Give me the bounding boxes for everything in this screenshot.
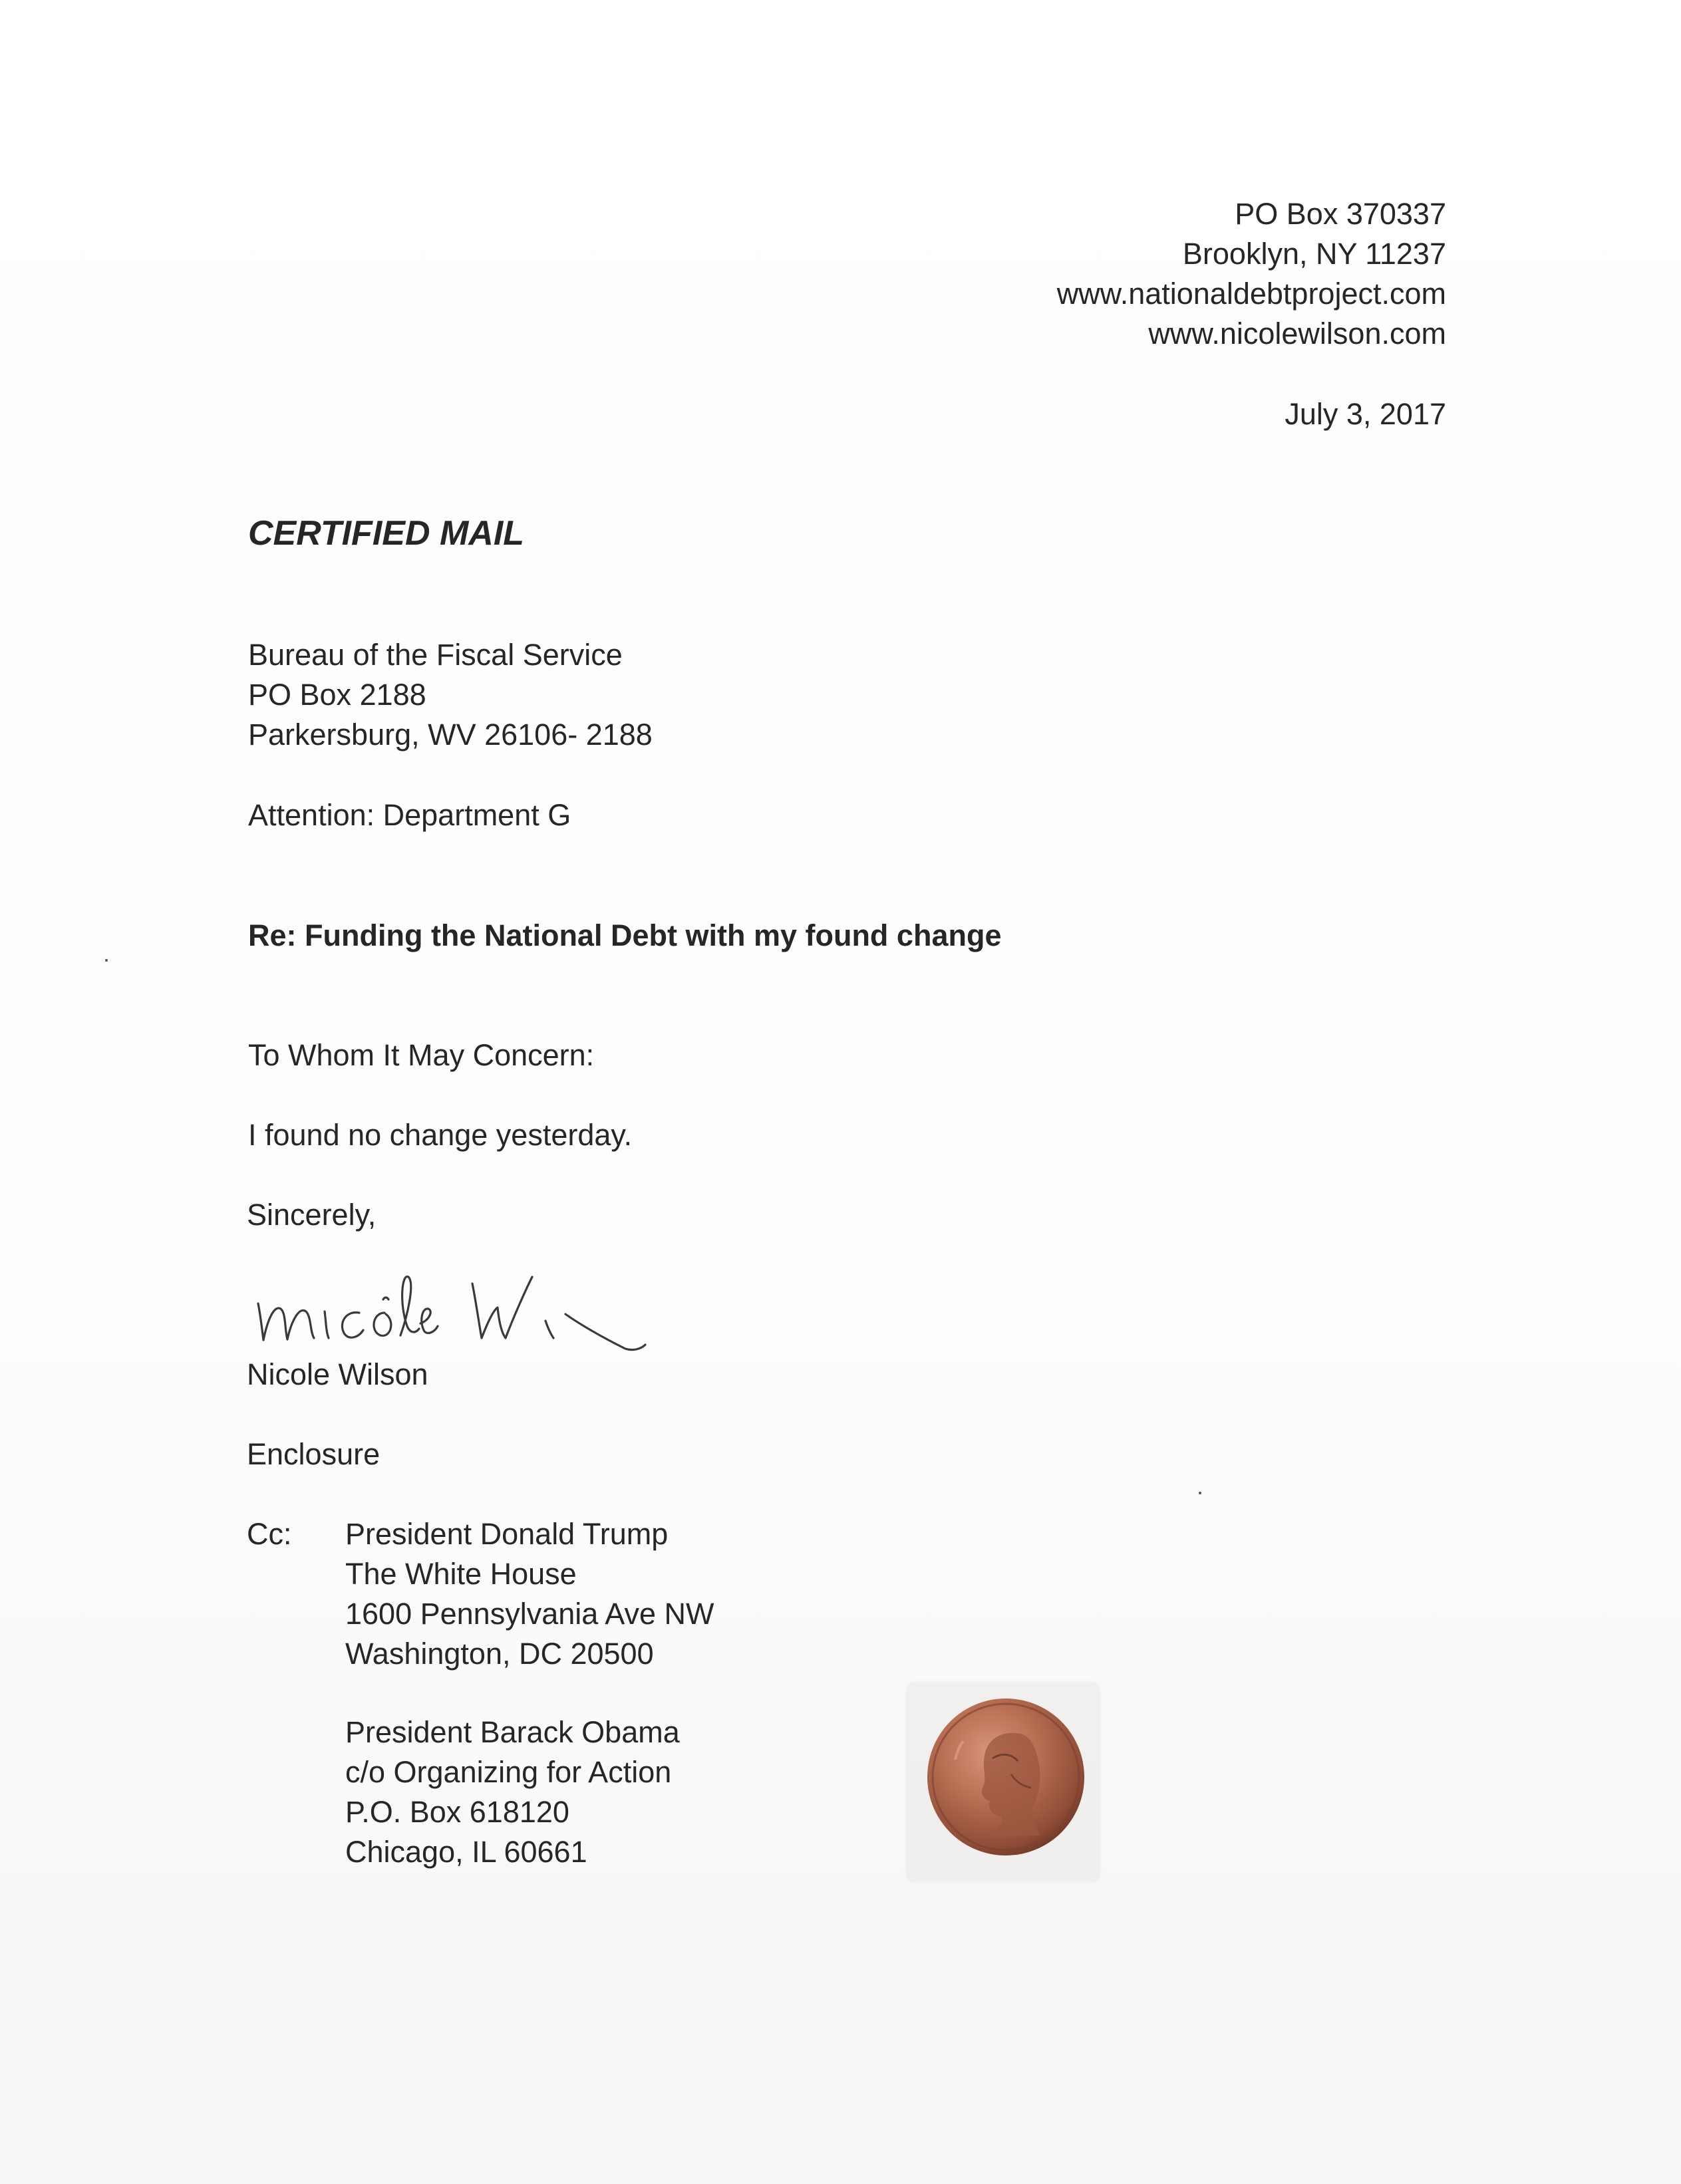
recipient-address-line: Bureau of the Fiscal Service <box>248 638 623 672</box>
paper-speck <box>105 959 108 962</box>
cc-address-line: President Donald Trump <box>345 1517 669 1551</box>
cc-address-line: c/o Organizing for Action <box>345 1755 672 1789</box>
letter-date: July 3, 2017 <box>1285 397 1446 431</box>
mail-type-heading: CERTIFIED MAIL <box>248 514 525 553</box>
sender-address <box>1057 194 1446 354</box>
letter-body: I found no change yesterday. <box>248 1118 633 1152</box>
cc-address-line: P.O. Box 618120 <box>345 1795 569 1829</box>
cc-address-line: Chicago, IL 60661 <box>345 1835 587 1869</box>
signature-icon <box>253 1257 665 1357</box>
recipient-address-line: Parkersburg, WV 26106- 2188 <box>248 718 653 751</box>
recipient-address-line: PO Box 2188 <box>248 678 426 712</box>
recipient-address <box>248 635 653 755</box>
signer-name: Nicole Wilson <box>247 1357 428 1391</box>
cc-address-line: The White House <box>345 1557 577 1591</box>
paper-speck <box>1199 1492 1201 1494</box>
cc-address-line: Washington, DC 20500 <box>345 1637 654 1671</box>
penny-coin-icon <box>923 1695 1088 1859</box>
sender-website: www.nicolewilson.com <box>1148 317 1446 350</box>
sender-address-line: Brooklyn, NY 11237 <box>1182 237 1446 271</box>
sender-address-line: PO Box 370337 <box>1235 197 1446 231</box>
cc-address-line: President Barack Obama <box>345 1715 680 1749</box>
cc-recipient <box>345 1514 714 1674</box>
cc-recipient <box>345 1712 680 1872</box>
closing: Sincerely, <box>247 1198 377 1232</box>
cc-address-line: 1600 Pennsylvania Ave NW <box>345 1597 714 1631</box>
attention-line: Attention: Department G <box>248 798 571 832</box>
salutation: To Whom It May Concern: <box>248 1038 595 1072</box>
cc-label: Cc: <box>247 1517 292 1551</box>
subject-line: Re: Funding the National Debt with my found change <box>248 918 1002 952</box>
enclosure-line: Enclosure <box>247 1437 381 1471</box>
sender-website: www.nationaldebtproject.com <box>1056 277 1446 311</box>
